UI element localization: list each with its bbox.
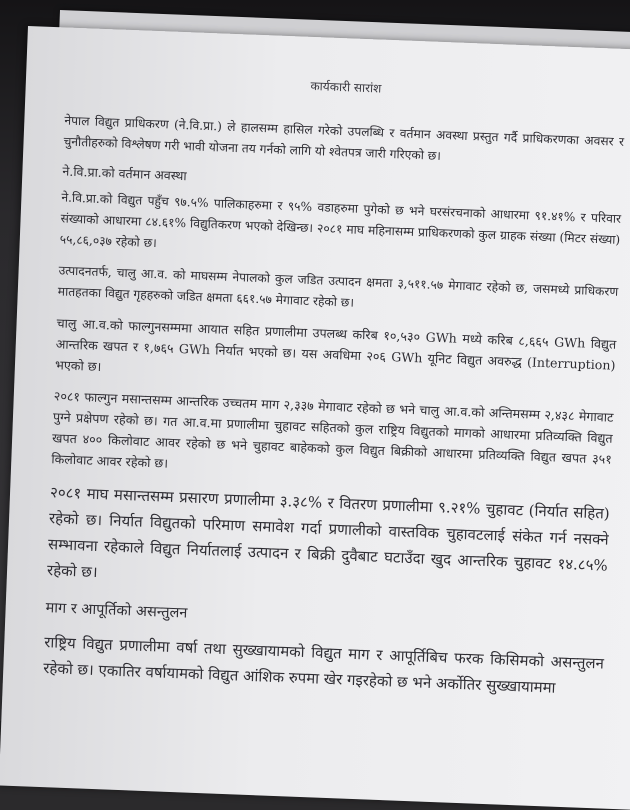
demand-paragraph: २०८१ फाल्गुन मसान्तसम्म आन्तरिक उच्चतम माग २,३३७ मेगावाट रहेको छ भने चालु आ.व.को अन्तिमसम्म २,४३८ मेगावाट पुग्ने प्रक्षेपण रहेको छ। गत आ.व.मा प्रणालीमा चुहावट सहितको कुल राष्ट्रिय विद्युतको मागको आधारमा प्रतिव्यक्ति विद्युत खपत ४०० किलोवाट आवर रहेको छ भने चुहावट बाहेकको कुल विद्युत बिक्रीको आधारमा प्रतिव्यक्ति विद्युत खपत ३५१ किलोवाट आवर रहेको छ। — [51, 388, 614, 471]
generation-paragraph: उत्पादनतर्फ, चालु आ.व. को माघसम्म नेपालको कुल जडित उत्पादन क्षमता ३,५११.५७ मेगावाट रहेको छ, जसमध्ये प्राधिकरण मातहतका विद्युत गृहहरुको जडित क्षमता ६६१.५७ मेगावाट रहेको छ। — [57, 263, 619, 310]
imbalance-paragraph: राष्ट्रिय विद्युत प्रणालीमा वर्षा तथा सुख्खायामको विद्युत माग र आपूर्तिबिच फरक किसिमको असन्तुलन रहेको छ। एकातिर वर्षायामको विद्युत आंशिक रुपमा खेर गइरहेको छ भने अर्कोतिर सुख्खायाममा — [43, 633, 605, 697]
section-heading-imbalance: माग र आपूर्तिको असन्तुलन — [45, 600, 188, 622]
document-page — [0, 26, 630, 810]
page-content — [42, 68, 626, 713]
section-heading-current-status: ने.वि.प्रा.को वर्तमान अवस्था — [62, 163, 187, 184]
energy-paragraph: चालु आ.व.को फाल्गुनसम्ममा आयात सहित प्रणालीमा उपलब्ध करिब १०,५३० GWh मध्ये करिब ८,६६५ GWh विद्युत आन्तरिक खपत र १,७६५ GWh निर्यात भएको छ। यस अवधिमा २०६ GWh यूनिट विद्युत अवरुद्ध (Interruption) भएको छ। — [54, 315, 617, 375]
intro-paragraph: नेपाल विद्युत प्राधिकरण (ने.वि.प्रा.) ले हालसम्म हासिल गरेको उपलब्धि र वर्तमान अवस्था प्रस्तुत गर्दै प्राधिकरणका अवसर र चुनौतीहरुको विश्लेषण गरी भावी योजना तय गर्नको लागि यो श्वेतपत्र जारी गरिएको छ। — [63, 113, 625, 163]
access-paragraph: ने.वि.प्रा.को विद्युत पहुँच ९७.५% पालिकाहरुमा र ९५% वडाहरुमा पुगेको छ भने घरसंरचनाको आधारमा ९१.४१% र परिवार संख्याको आधारमा ८४.६१% विद्युतिकरण भएको देखिन्छ। २०८१ माघ महिनासम्म प्राधिकरणको कुल ग्राहक संख्या (मिटर संख्या) ५५,८६,०३७ रहेको छ। — [59, 190, 622, 251]
page-title: कार्यकारी सारांश — [310, 78, 382, 96]
leakage-paragraph: २०८१ माघ मसान्तसम्म प्रसारण प्रणालीमा ३.३८% र वितरण प्रणालीमा ९.२१% चुहावट (निर्यात सहित) रहेको छ। निर्यात विद्युतको परिमाण समावेश गर्दा प्रणालीको वास्तविक चुहावटलाई संकेत गर्न नसक्ने सम्भावना रहेकाले विद्युत निर्यातलाई उत्पादन र बिक्री दुवैबाट घटाउँदा खुद आन्तरिक चुहावट १४.८५% रहेको छ। — [46, 483, 611, 582]
